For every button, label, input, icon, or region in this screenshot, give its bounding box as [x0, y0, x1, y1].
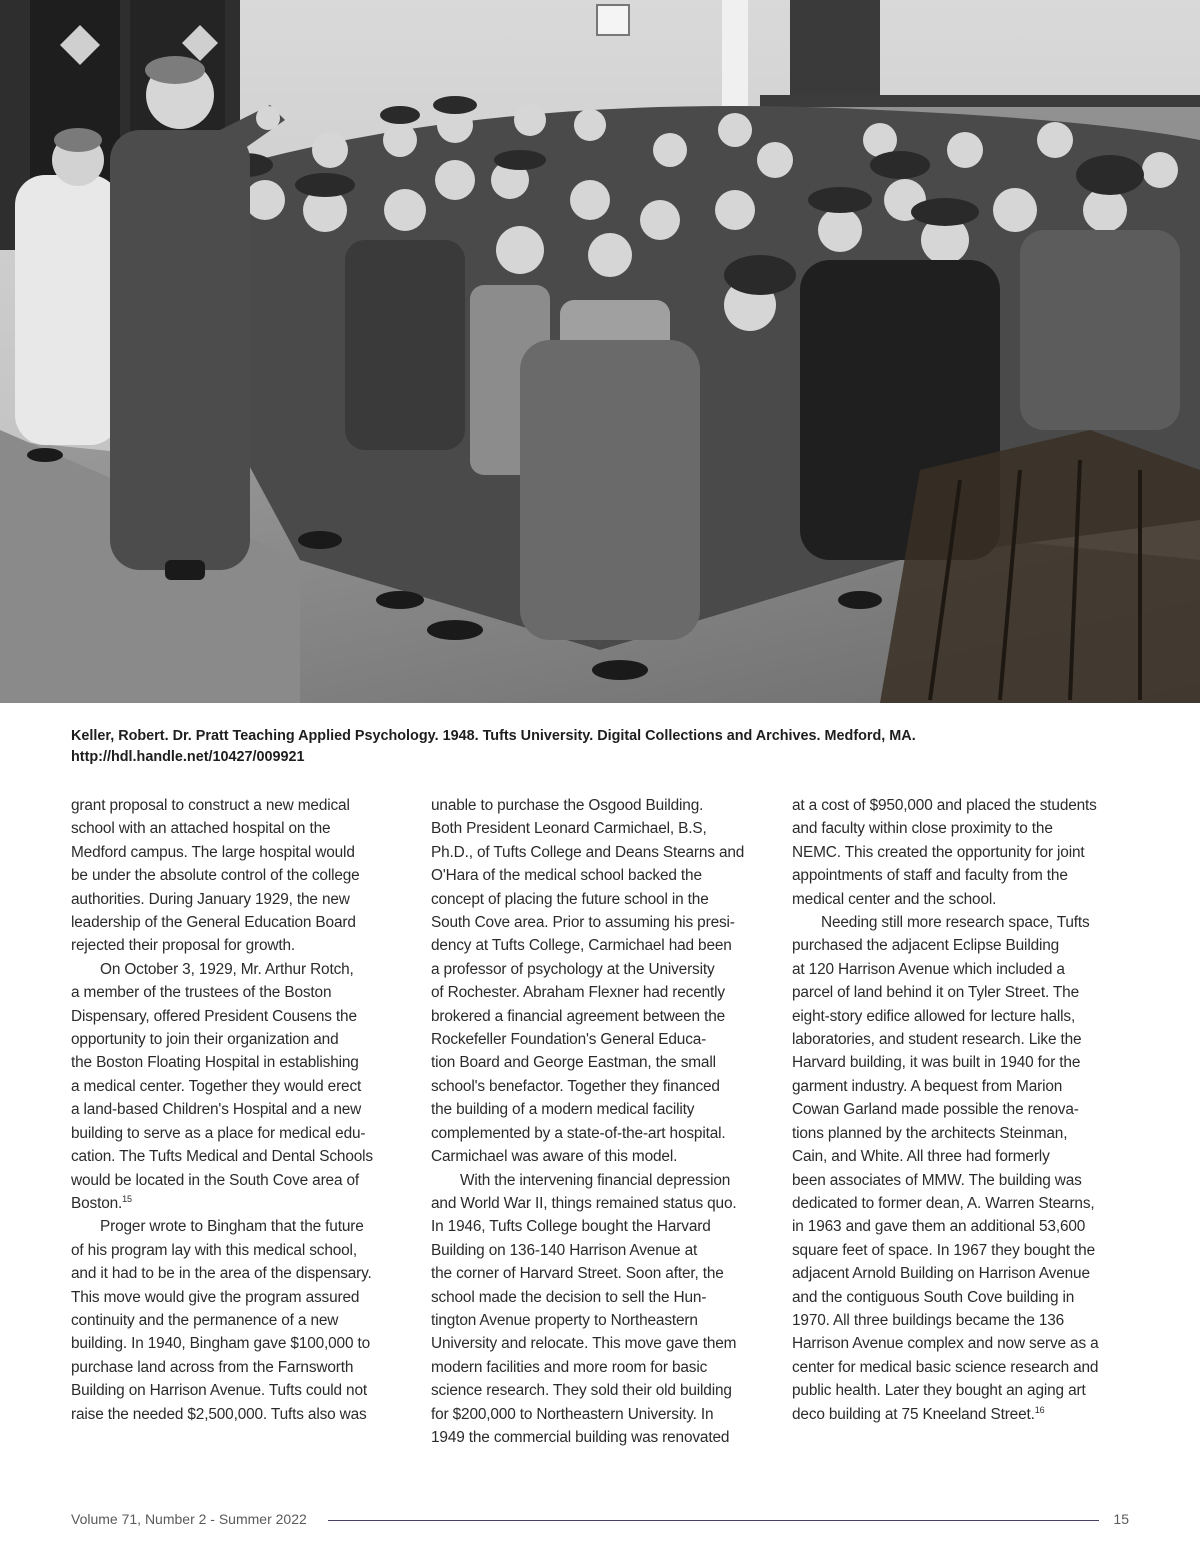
text-line: in 1963 and gave them an additional 53,600 [792, 1218, 1086, 1236]
paragraph [71, 794, 411, 958]
paragraph [431, 794, 776, 1169]
text-line: school with an attached hospital on the [71, 820, 331, 838]
text-line: science research. They sold their old building [431, 1382, 732, 1400]
paragraph [431, 1169, 776, 1450]
paragraph [71, 958, 411, 1215]
text-line: the corner of Harvard Street. Soon after, the [431, 1265, 724, 1283]
text-line: grant proposal to construct a new medical [71, 797, 350, 814]
text-line: at a cost of $950,000 and placed the students [792, 797, 1097, 814]
paragraph [792, 794, 1137, 911]
text-line: appointments of staff and faculty from the [792, 867, 1068, 885]
text-line: This move would give the program assured [71, 1288, 360, 1306]
text-line: 1949 the commercial building was renovated [431, 1428, 730, 1446]
text-line: concept of placing the future school in the [431, 890, 709, 908]
text-line: medical center and the school. [792, 890, 997, 908]
photo-illustration [0, 0, 1200, 703]
text-column-3 [792, 794, 1137, 1426]
caption-link[interactable]: http://hdl.handle.net/10427/009921 [71, 749, 305, 765]
text-line: and it had to be in the area of the dispensary. [71, 1265, 372, 1283]
text-fragment: deco building at 75 Kneeland Street. [792, 1405, 1035, 1423]
text-line: and faculty within close proximity to the [792, 820, 1053, 838]
text-line: With the intervening financial depression [460, 1171, 731, 1189]
text-line: the building of a modern medical facility [431, 1101, 695, 1119]
text-line: and World War II, things remained status quo. [431, 1194, 737, 1212]
page-number: 15 [1113, 1511, 1129, 1527]
caption-citation: Keller, Robert. Dr. Pratt Teaching Applied Psychology. 1948. Tufts University. Digital Collections and Archives. Medford, MA. [71, 728, 916, 744]
text-line: authorities. During January 1929, the new [71, 890, 350, 908]
text-line: South Cove area. Prior to assuming his presi- [431, 914, 735, 932]
text-line: modern facilities and more room for basic [431, 1358, 708, 1376]
text-line: Rockefeller Foundation's General Educa- [431, 1031, 707, 1049]
photo-caption [71, 726, 1131, 768]
text-line: at 120 Harrison Avenue which included a [792, 960, 1065, 978]
text-line: of his program lay with this medical school, [71, 1241, 357, 1259]
text-line: cation. The Tufts Medical and Dental Schools [71, 1148, 373, 1166]
text-line: In 1946, Tufts College bought the Harvard [431, 1218, 711, 1236]
text-line: brokered a financial agreement between the [431, 1007, 726, 1025]
text-line: University and relocate. This move gave them [431, 1335, 737, 1353]
text-line: Both President Leonard Carmichael, B.S, [431, 820, 707, 838]
text-line: unable to purchase the Osgood Building. [431, 797, 704, 814]
text-line: a professor of psychology at the University [431, 960, 715, 978]
historical-photo [0, 0, 1200, 703]
text-line: building. In 1940, Bingham gave $100,000 to [71, 1335, 371, 1353]
text-line: Harvard building, it was built in 1940 for the [792, 1054, 1081, 1072]
text-line: On October 3, 1929, Mr. Arthur Rotch, [100, 960, 354, 978]
text-line: 1970. All three buildings became the 136 [792, 1311, 1065, 1329]
text-line: continuity and the permanence of a new [71, 1311, 339, 1329]
text-line: building to serve as a place for medical edu- [71, 1124, 366, 1142]
text-line: the Boston Floating Hospital in establishing [71, 1054, 359, 1072]
text-line: for $200,000 to Northeastern University. In [431, 1405, 714, 1423]
text-line: opportunity to join their organization and [71, 1031, 339, 1049]
text-line: would be located in the South Cove area of [71, 1171, 360, 1189]
text-column-2 [431, 794, 776, 1449]
text-line: Cain, and White. All three had formerly [792, 1148, 1050, 1166]
text-line: tions planned by the architects Steinman, [792, 1124, 1068, 1142]
text-line: Carmichael was aware of this model. [431, 1148, 678, 1166]
text-line: Building on 136-140 Harrison Avenue at [431, 1241, 698, 1259]
text-line: purchased the adjacent Eclipse Building [792, 937, 1060, 955]
page-footer [71, 1508, 1129, 1532]
text-line: eight-story edifice allowed for lecture halls, [792, 1007, 1076, 1025]
text-line: Medford campus. The large hospital would [71, 843, 355, 861]
text-line: garment industry. A bequest from Marion [792, 1077, 1063, 1095]
text-line: of Rochester. Abraham Flexner had recently [431, 984, 725, 1002]
text-line: NEMC. This created the opportunity for joint [792, 843, 1085, 861]
text-line [71, 1192, 411, 1215]
footnote-ref[interactable]: 15 [122, 1193, 132, 1204]
text-line: a member of the trustees of the Boston [71, 984, 332, 1002]
text-line: tion Board and George Eastman, the small [431, 1054, 716, 1072]
text-line: Harrison Avenue complex and now serve as a [792, 1335, 1099, 1353]
text-line: rejected their proposal for growth. [71, 937, 296, 955]
text-line: laboratories, and student research. Like the [792, 1031, 1082, 1049]
text-line: Building on Harrison Avenue. Tufts could not [71, 1382, 367, 1400]
paragraph [792, 911, 1137, 1426]
text-line: adjacent Arnold Building on Harrison Avenue [792, 1265, 1090, 1283]
text-line: a medical center. Together they would erect [71, 1077, 362, 1095]
text-line [792, 1403, 1137, 1426]
text-line: school made the decision to sell the Hun- [431, 1288, 707, 1306]
issue-label: Volume 71, Number 2 - Summer 2022 [71, 1511, 307, 1527]
text-line: and the contiguous South Cove building in [792, 1288, 1075, 1306]
footer-rule [328, 1520, 1099, 1521]
text-column-1 [71, 794, 411, 1426]
text-line: Ph.D., of Tufts College and Deans Stearns and [431, 843, 745, 861]
text-line: purchase land across from the Farnsworth [71, 1358, 354, 1376]
text-line: Cowan Garland made possible the renova- [792, 1101, 1079, 1119]
footnote-ref[interactable]: 16 [1034, 1404, 1045, 1415]
text-line: public health. Later they bought an aging art [792, 1382, 1086, 1400]
text-line: Dispensary, offered President Cousens the [71, 1007, 357, 1025]
text-line: be under the absolute control of the college [71, 867, 360, 885]
text-line: tington Avenue property to Northeastern [431, 1311, 698, 1329]
text-line: square feet of space. In 1967 they bought the [792, 1241, 1096, 1259]
text-line: school's benefactor. Together they financed [431, 1077, 720, 1095]
text-line: a land-based Children's Hospital and a new [71, 1101, 362, 1119]
text-line: Proger wrote to Bingham that the future [100, 1218, 364, 1236]
text-line: Needing still more research space, Tufts [821, 914, 1090, 932]
text-line: center for medical basic science research and [792, 1358, 1099, 1376]
text-line: parcel of land behind it on Tyler Street. The [792, 984, 1079, 1002]
text-line: leadership of the General Education Board [71, 914, 356, 932]
text-line: complemented by a state-of-the-art hospital. [431, 1124, 726, 1142]
text-line: dedicated to former dean, A. Warren Stearns, [792, 1194, 1095, 1212]
text-line: been associates of MMW. The building was [792, 1171, 1082, 1189]
paragraph [71, 1215, 411, 1426]
text-line: dency at Tufts College, Carmichael had been [431, 937, 732, 955]
text-fragment: Boston. [71, 1194, 123, 1212]
text-line: O'Hara of the medical school backed the [431, 867, 702, 885]
text-line: raise the needed $2,500,000. Tufts also was [71, 1405, 367, 1423]
